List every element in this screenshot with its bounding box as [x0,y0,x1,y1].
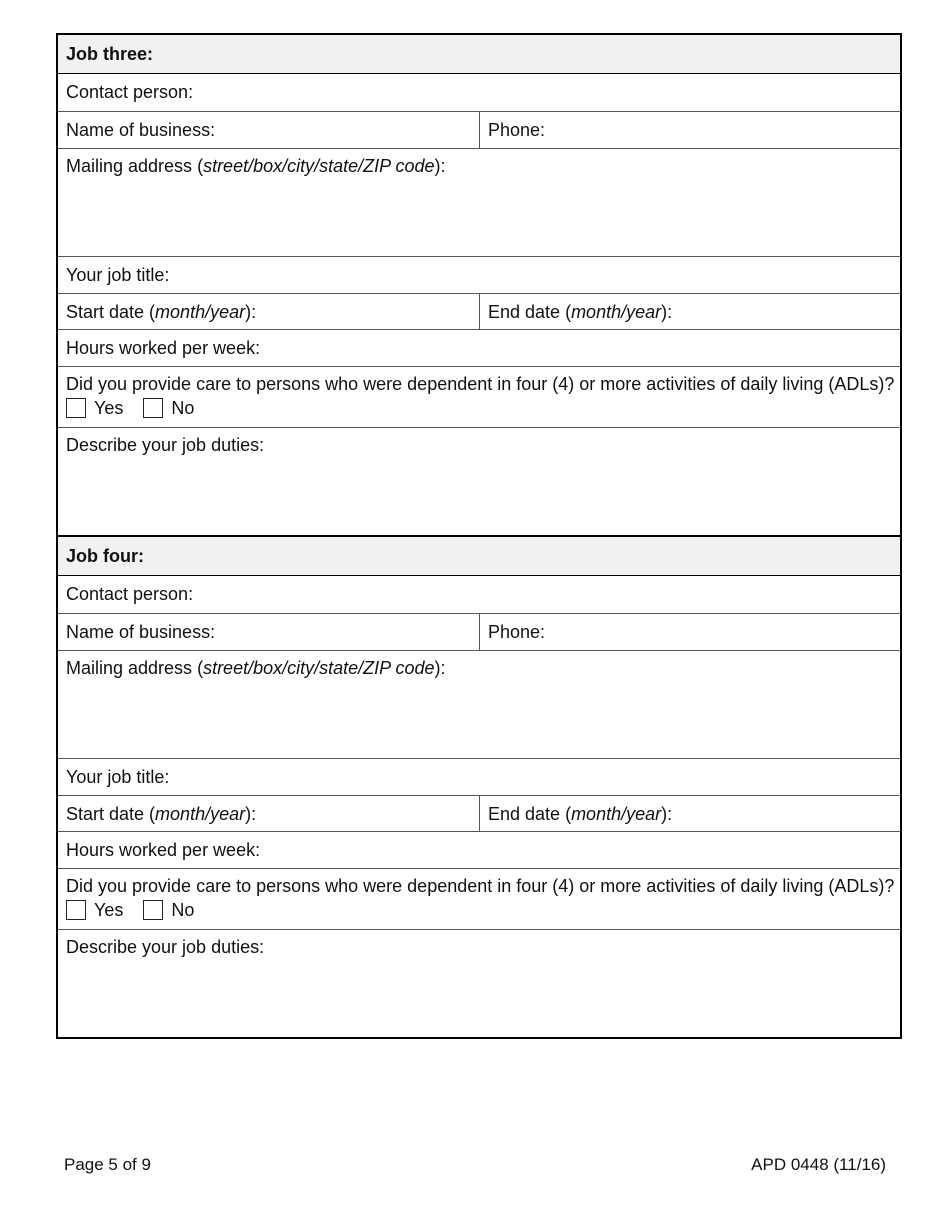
job-four-section [58,535,900,1037]
business-name-label: Name of business: [66,120,216,140]
yes-checkbox[interactable] [66,398,86,418]
mailing-address-field[interactable] [58,650,900,758]
mailing-address-label: Mailing address (street/box/city/state/ZIP code): [66,156,446,176]
start-date-field[interactable] [58,796,480,831]
mailing-address-label: Mailing address (street/box/city/state/ZIP code): [66,658,446,678]
start-date-field[interactable] [58,294,480,329]
adl-question-text: Did you provide care to persons who were dependent in four (4) or more activities of daily living (ADLs)? [66,876,895,896]
contact-person-label: Contact person: [66,584,194,604]
end-date-field[interactable] [480,796,900,831]
mailing-address-field[interactable] [58,148,900,256]
start-date-label: Start date (month/year): [66,302,257,322]
yes-checkbox[interactable] [66,900,86,920]
job-duties-label: Describe your job duties: [66,937,265,957]
employment-form [56,33,902,1039]
business-name-field[interactable] [58,112,480,148]
no-checkbox[interactable] [143,900,163,920]
contact-person-label: Contact person: [66,82,194,102]
business-phone-row [58,111,900,148]
job-title-label: Your job title: [66,767,170,787]
yes-label: Yes [94,900,124,920]
adl-question-row [58,366,900,427]
contact-person-field[interactable] [58,576,900,613]
business-phone-row [58,613,900,650]
section-title: Job three: [66,44,154,64]
phone-label: Phone: [488,622,546,642]
hours-worked-field[interactable] [58,329,900,366]
job-title-field[interactable] [58,758,900,795]
end-date-field[interactable] [480,294,900,329]
job-duties-label: Describe your job duties: [66,435,265,455]
adl-question-text: Did you provide care to persons who were dependent in four (4) or more activities of daily living (ADLs)? [66,374,895,394]
form-id: APD 0448 (11/16) [751,1155,886,1174]
dates-row [58,795,900,831]
end-date-label: End date (month/year): [488,302,673,322]
start-date-label: Start date (month/year): [66,804,257,824]
business-name-label: Name of business: [66,622,216,642]
job-duties-field[interactable] [58,929,900,1037]
end-date-label: End date (month/year): [488,804,673,824]
contact-person-field[interactable] [58,74,900,111]
dates-row [58,293,900,329]
phone-field[interactable] [480,614,900,650]
job-three-section [58,35,900,535]
section-title: Job four: [66,546,144,566]
job-title-label: Your job title: [66,265,170,285]
section-header [58,537,900,576]
phone-label: Phone: [488,120,546,140]
business-name-field[interactable] [58,614,480,650]
no-label: No [171,900,195,920]
page-number: Page 5 of 9 [64,1155,151,1174]
yes-label: Yes [94,398,124,418]
adl-question-row [58,868,900,929]
hours-worked-field[interactable] [58,831,900,868]
hours-worked-label: Hours worked per week: [66,338,261,358]
no-checkbox[interactable] [143,398,163,418]
section-header [58,35,900,74]
phone-field[interactable] [480,112,900,148]
job-duties-field[interactable] [58,427,900,535]
hours-worked-label: Hours worked per week: [66,840,261,860]
job-title-field[interactable] [58,256,900,293]
no-label: No [171,398,195,418]
